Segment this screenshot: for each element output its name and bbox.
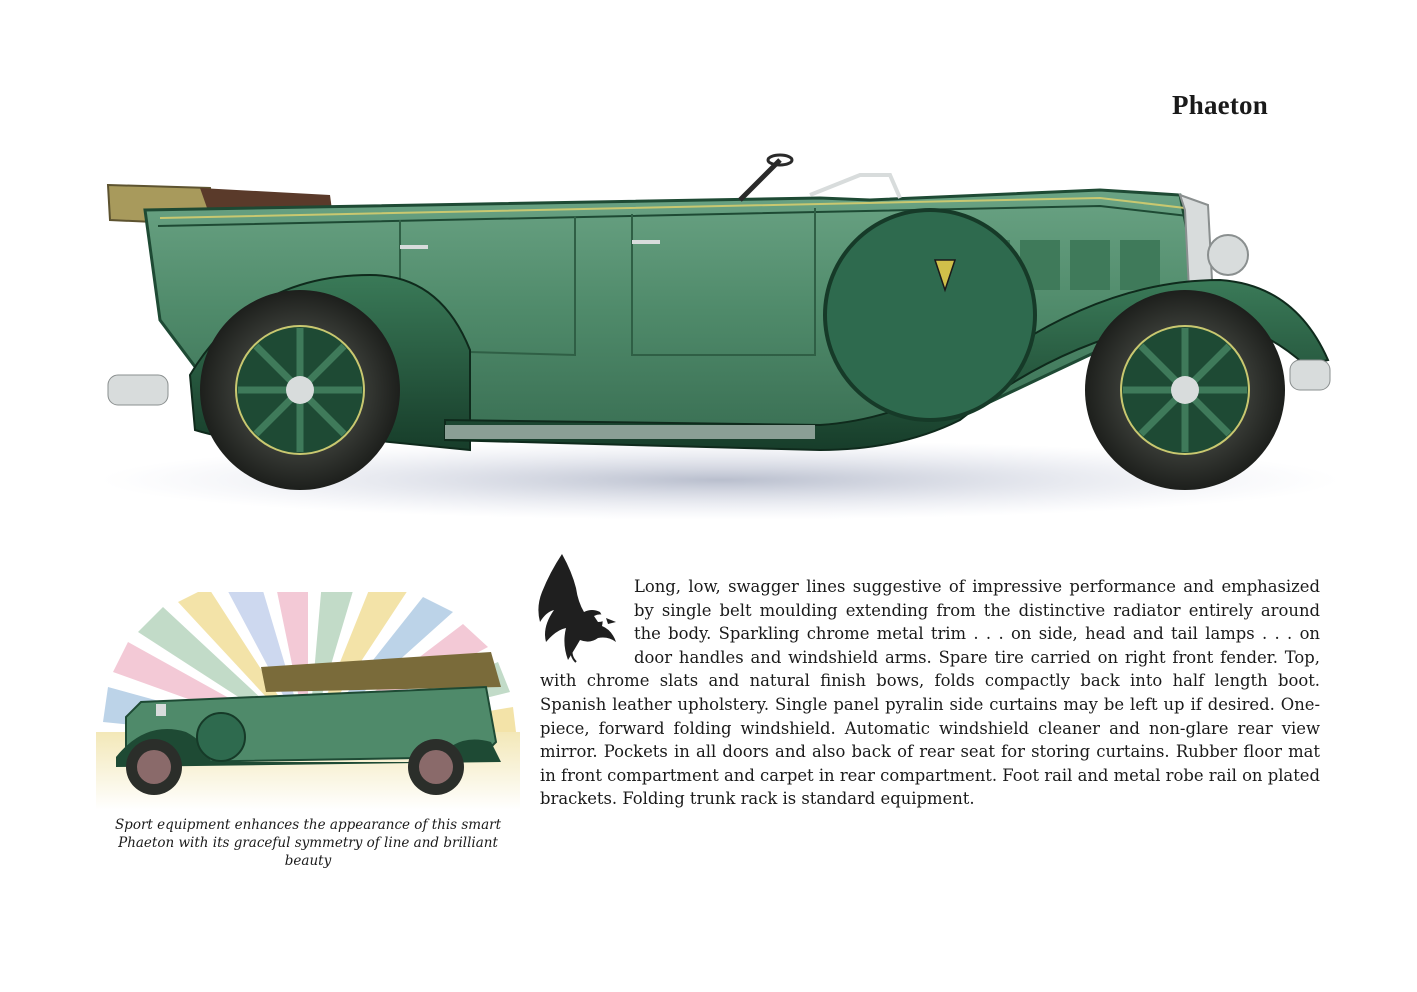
description-text: Long, low, swagger lines suggestive of impressive performance and emphasized by single belt moulding extending from the distinctive radiator entirely around the body. Sparkling chrome metal trim . . . on side, head and tail lamps . . . on door handles and windshield arms. Spare tire carried on right front fender. Top, with chrome slats and natural finish bows, folds compactly back into half length boot. Spanish leather upholstery. Single panel pyralin side curtains may be left up if desired. One-piece, forward folding windshield. Automatic windshield cleaner and non-glare rear view mirror. Pockets in all doors and also back of rear seat for storing curtains. Rubber floor mat in front compartment and carpet in rear compartment. Foot rail and metal robe rail on plated brackets. Folding trunk rack is standard equipment.	[540, 577, 1320, 809]
main-car-illustration	[100, 150, 1345, 530]
inset-car-illustration	[96, 592, 520, 810]
illustration-caption: Sport equipment enhances the appearance of this smart Phaeton with its graceful symmetry of line and brilliant beauty	[114, 817, 502, 869]
page-title: Phaeton	[1172, 90, 1268, 120]
